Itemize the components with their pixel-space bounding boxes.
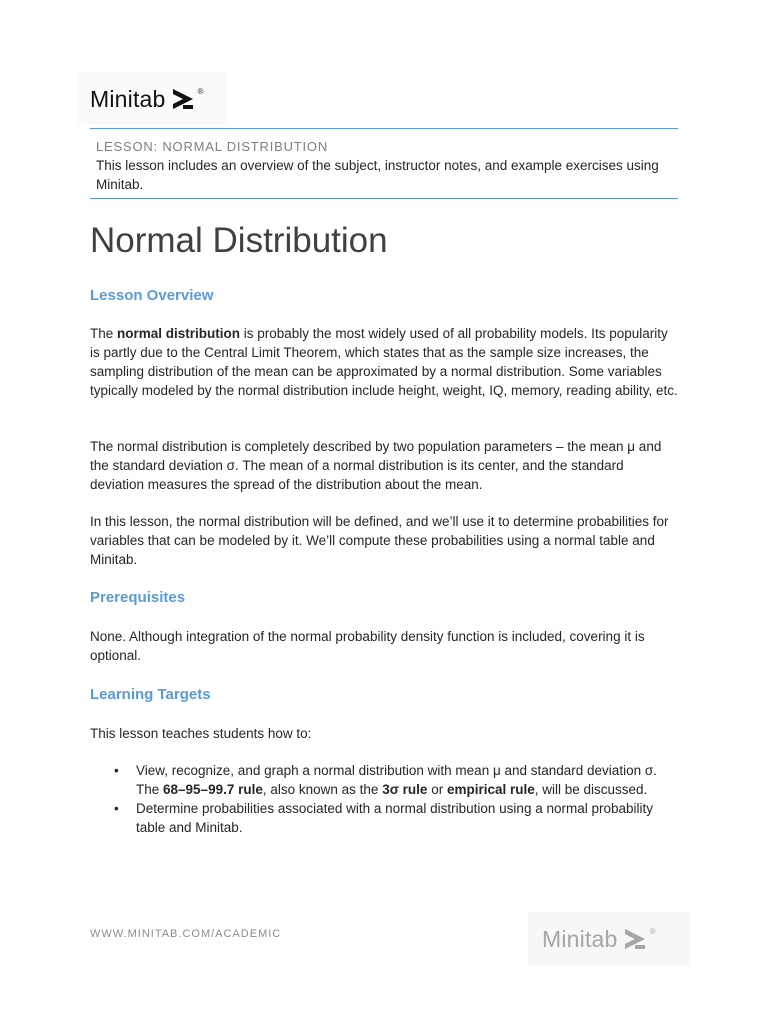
footer-registered-mark: ® xyxy=(649,927,656,936)
prerequisites-text: None. Although integration of the normal probability density function is included, covering it is optional. xyxy=(90,629,645,663)
list-item xyxy=(90,761,680,799)
learning-targets-heading: Learning Targets xyxy=(90,686,211,703)
prerequisites-heading: Prerequisites xyxy=(90,589,186,606)
lesson-label: LESSON: NORMAL DISTRIBUTION xyxy=(96,139,329,154)
overview-paragraph-2: The normal distribution is completely described by two population parameters – the mean μ and the standard deviation σ. The mean of a normal distribution is its center, and the standard deviation measures the spread of the distribution about the mean. xyxy=(90,439,662,492)
target-1-text: View, recognize, and graph a normal distribution with mean μ and standard deviation σ. The xyxy=(136,763,657,797)
lesson-overview-heading: Lesson Overview xyxy=(90,287,214,304)
registered-mark: ® xyxy=(197,87,204,96)
logo-text: Minitab xyxy=(90,85,166,112)
overview-p1-bold-term: normal distribution xyxy=(117,326,241,341)
footer-logo-text: Minitab xyxy=(542,925,618,952)
footer-minitab-logo xyxy=(542,926,655,952)
target-1-bold-empirical-rule: empirical rule xyxy=(446,782,535,797)
target-1-bold-rule: 68–95–99.7 rule xyxy=(163,782,263,797)
learning-targets-list xyxy=(90,761,680,837)
page-title: Normal Distribution xyxy=(90,221,388,260)
overview-p1-start: The xyxy=(90,326,118,341)
target-1-text-3: or xyxy=(427,782,447,797)
target-1-text-2: , also known as the xyxy=(262,782,383,797)
header-divider-bottom xyxy=(90,198,678,199)
footer-url: WWW.MINITAB.COM/ACADEMIC xyxy=(90,928,282,940)
target-1-bold-sigma-rule: 3σ rule xyxy=(382,782,428,797)
header-divider-top xyxy=(90,128,678,129)
lesson-description: This lesson includes an overview of the subject, instructor notes, and example exercises using Minitab. xyxy=(96,158,659,192)
minitab-logo xyxy=(90,86,203,112)
minitab-arrow-logo-icon xyxy=(172,88,198,110)
minitab-arrow-logo-icon xyxy=(624,928,650,950)
overview-p1-rest: is probably the most widely used of all probability models. Its popularity is partly due to the Central Limit Theorem, which states that as the sample size increases, the sampling distribution of the mean can be approximated by a normal distribution. Some variables typically modeled by the normal distribution include height, weight, IQ, memory, reading ability, etc. xyxy=(90,326,678,398)
target-1-text-4: , will be discussed. xyxy=(534,782,648,797)
learning-targets-intro: This lesson teaches students how to: xyxy=(90,726,312,741)
overview-paragraph-1 xyxy=(90,324,680,400)
overview-paragraph-3: In this lesson, the normal distribution will be defined, and we’ll use it to determine probabilities for variables that can be modeled by it. We’ll compute these probabilities using a normal table and Minitab. xyxy=(90,514,669,567)
list-item: • Determine probabilities associated with a normal distribution using a normal probability table and Minitab. xyxy=(90,799,680,837)
